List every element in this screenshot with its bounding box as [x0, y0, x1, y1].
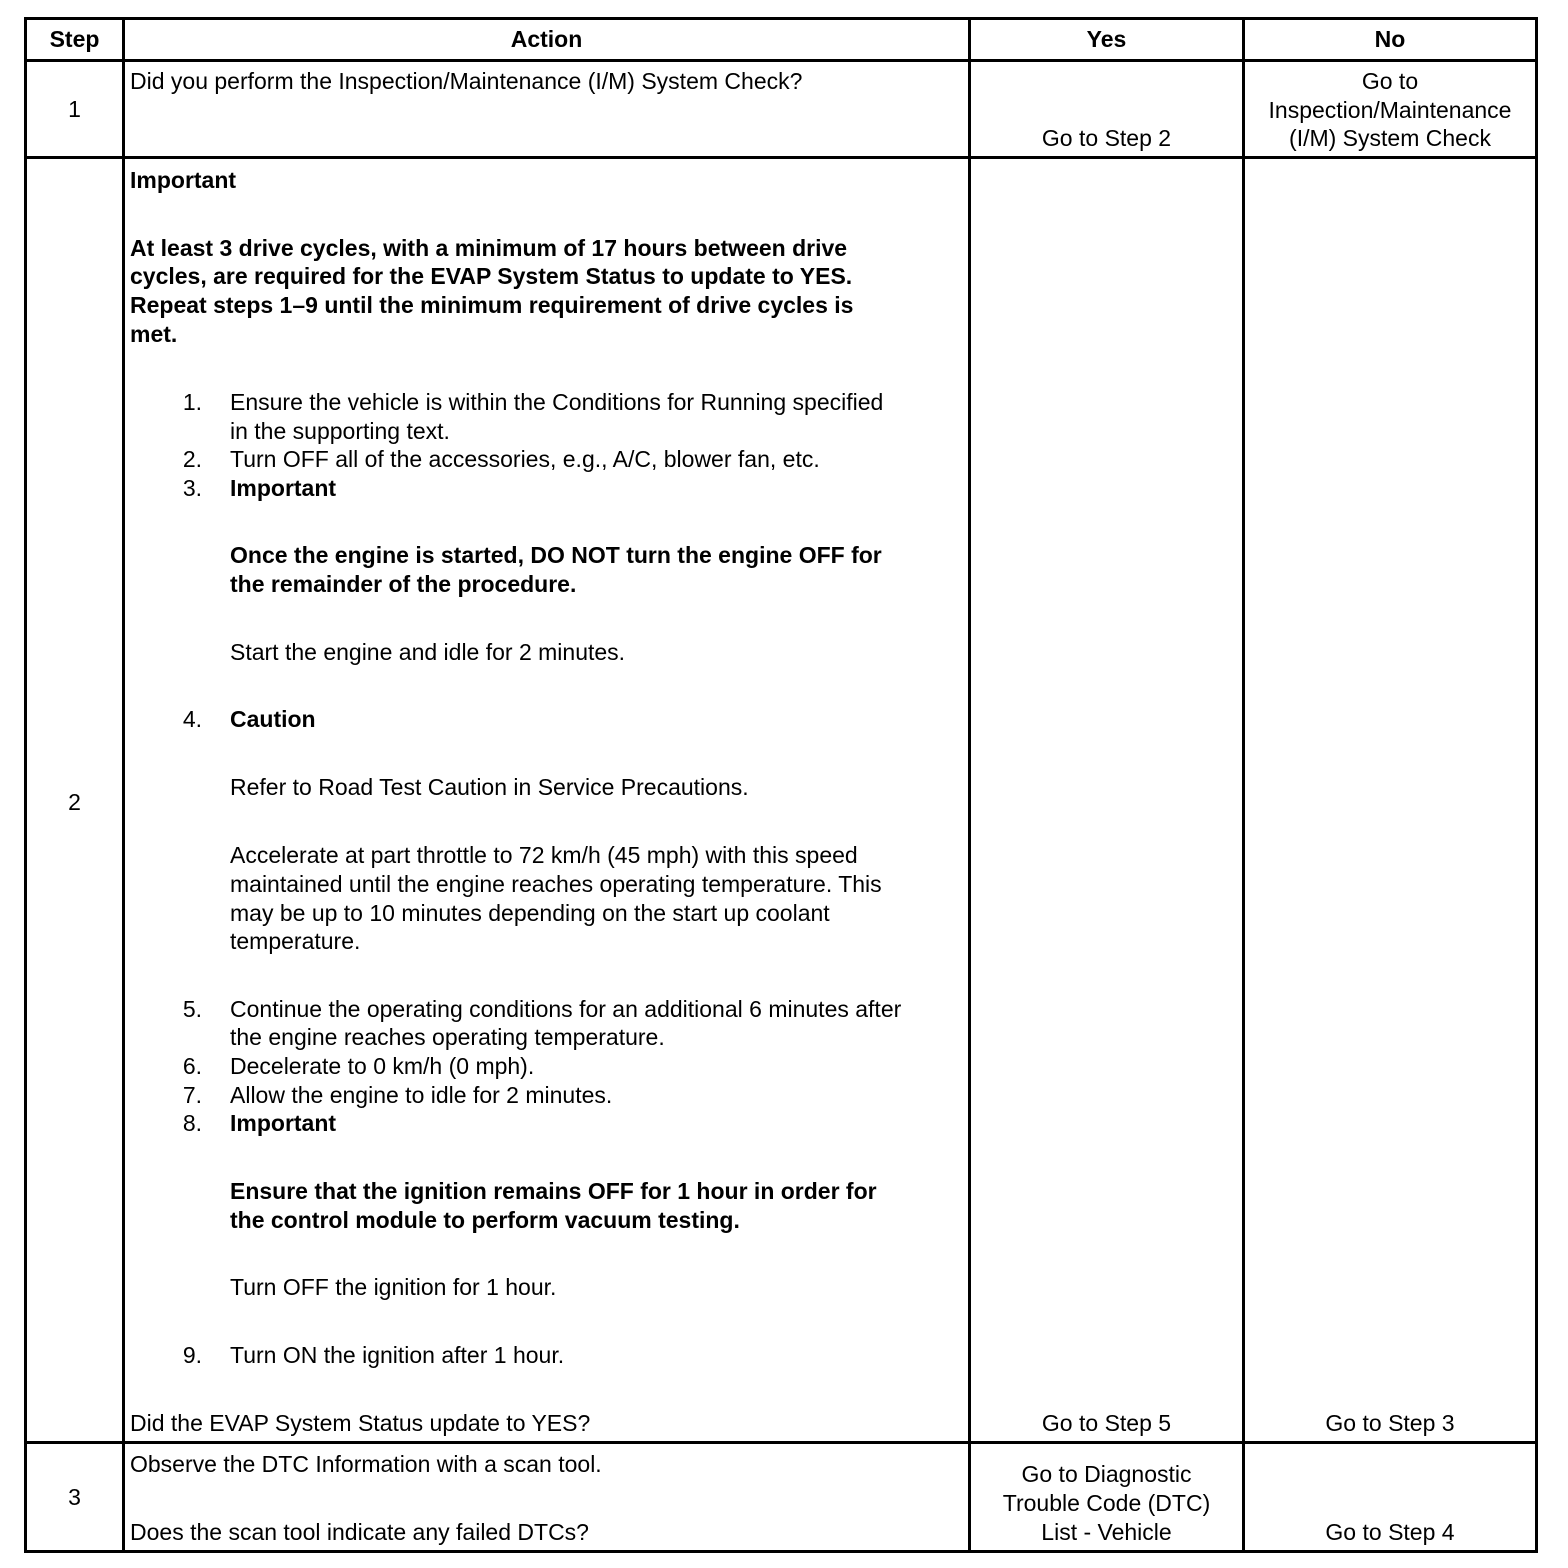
list-number-6: 6.	[182, 1053, 202, 1079]
table-border-right	[1535, 17, 1538, 1553]
row2-divider	[24, 1441, 1538, 1444]
list-item-7: Allow the engine to idle for 2 minutes.	[230, 1082, 613, 1108]
list-number-7: 7.	[182, 1082, 202, 1108]
list-item-4-text2-line2: maintained until the engine reaches operating temperature. This	[230, 871, 882, 897]
list-number-8: 8.	[182, 1110, 202, 1136]
row3-action-line1: Observe the DTC Information with a scan tool.	[130, 1451, 602, 1477]
row2-question: Did the EVAP System Status update to YES?	[130, 1410, 591, 1436]
row1-no-line1: Go to	[1361, 68, 1419, 94]
row1-yes: Go to Step 2	[1041, 125, 1172, 151]
table-border-bottom	[24, 1550, 1538, 1553]
list-item-8-bold-line1: Ensure that the ignition remains OFF for 1 hour in order for	[230, 1178, 877, 1204]
table-border-left	[24, 17, 27, 1553]
row3-action-line2: Does the scan tool indicate any failed DTCs?	[130, 1519, 589, 1545]
important-text-line2: cycles, are required for the EVAP System Status to update to YES.	[130, 263, 853, 289]
list-item-1-line2: in the supporting text.	[230, 418, 450, 444]
list-item-8-heading: Important	[230, 1110, 337, 1136]
list-item-9: Turn ON the ignition after 1 hour.	[230, 1342, 565, 1368]
list-number-1: 1.	[182, 389, 202, 415]
row1-no-line3: (I/M) System Check	[1289, 125, 1491, 151]
important-heading: Important	[130, 167, 237, 193]
list-item-3-text: Start the engine and idle for 2 minutes.	[230, 639, 626, 665]
list-item-3-bold-line1: Once the engine is started, DO NOT turn the engine OFF for	[230, 542, 882, 568]
row1-action: Did you perform the Inspection/Maintenance (I/M) System Check?	[130, 68, 803, 94]
header-step: Step	[49, 26, 100, 52]
table-border-top	[24, 17, 1538, 20]
header-divider	[24, 59, 1538, 62]
list-number-9: 9.	[182, 1342, 202, 1368]
row3-no: Go to Step 4	[1325, 1519, 1455, 1545]
list-item-4-text2-line3: may be up to 10 minutes depending on the start up coolant	[230, 900, 830, 926]
list-number-3: 3.	[182, 475, 202, 501]
action-yes-divider	[968, 17, 971, 1553]
list-item-2: Turn OFF all of the accessories, e.g., A/C, blower fan, etc.	[230, 446, 820, 472]
important-text-line4: met.	[130, 321, 178, 347]
important-text-line3: Repeat steps 1–9 until the minimum requirement of drive cycles is	[130, 292, 854, 318]
important-text-line1: At least 3 drive cycles, with a minimum of 17 hours between drive	[130, 235, 848, 261]
list-item-4-text2-line4: temperature.	[230, 928, 361, 954]
list-item-6: Decelerate to 0 km/h (0 mph).	[230, 1053, 535, 1079]
list-item-5-line1: Continue the operating conditions for an additional 6 minutes after	[230, 996, 902, 1022]
list-number-2: 2.	[182, 446, 202, 472]
header-yes: Yes	[1086, 26, 1127, 52]
list-item-4-text1: Refer to Road Test Caution in Service Precautions.	[230, 774, 749, 800]
row2-no: Go to Step 3	[1325, 1410, 1455, 1436]
step-action-divider	[122, 17, 125, 1553]
row2-yes: Go to Step 5	[1041, 1410, 1172, 1436]
yes-no-divider	[1242, 17, 1245, 1553]
list-item-3-heading: Important	[230, 475, 337, 501]
list-item-1-line1: Ensure the vehicle is within the Conditions for Running specified	[230, 389, 884, 415]
row1-no-line2: Inspection/Maintenance	[1268, 97, 1512, 123]
header-no: No	[1374, 26, 1406, 52]
list-number-5: 5.	[182, 996, 202, 1022]
header-action: Action	[510, 26, 583, 52]
list-item-3-bold-line2: the remainder of the procedure.	[230, 571, 577, 597]
list-item-4-text2-line1: Accelerate at part throttle to 72 km/h (45 mph) with this speed	[230, 842, 858, 868]
list-item-4-heading: Caution	[230, 706, 316, 732]
row3-yes-line2: Trouble Code (DTC)	[1002, 1490, 1211, 1516]
step-number-3: 3	[68, 1484, 81, 1510]
row1-divider	[24, 156, 1538, 159]
list-number-4: 4.	[182, 706, 202, 732]
list-item-8-bold-line2: the control module to perform vacuum testing.	[230, 1207, 740, 1233]
step-number-1: 1	[68, 96, 81, 122]
row3-yes-line3: List - Vehicle	[1041, 1519, 1172, 1545]
row3-yes-line1: Go to Diagnostic	[1021, 1461, 1192, 1487]
step-number-2: 2	[68, 789, 81, 815]
list-item-5-line2: the engine reaches operating temperature.	[230, 1024, 665, 1050]
list-item-8-text: Turn OFF the ignition for 1 hour.	[230, 1274, 557, 1300]
